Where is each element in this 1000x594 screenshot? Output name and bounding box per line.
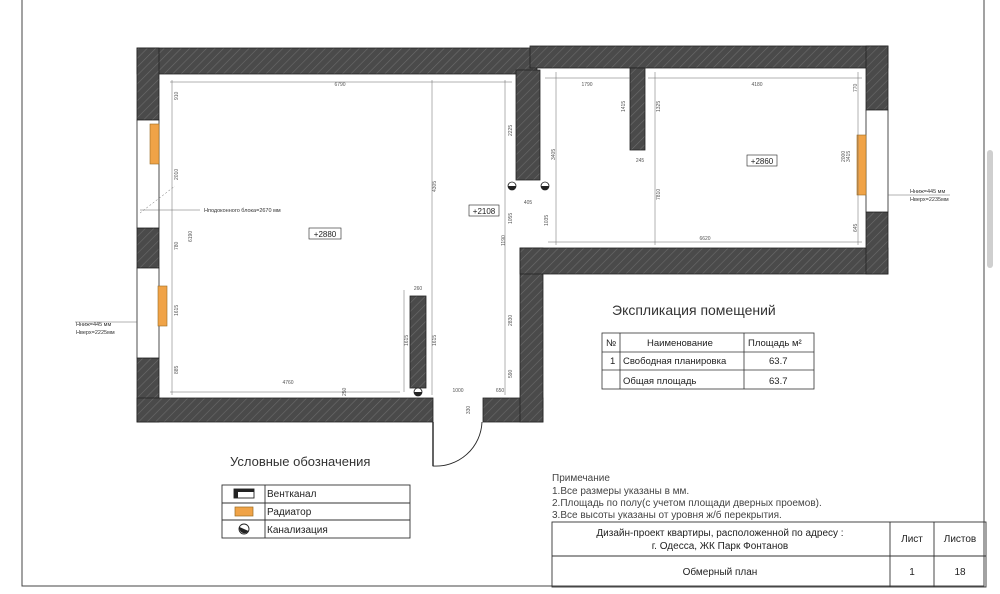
dim-bed-right1: 770	[853, 83, 859, 92]
dim-col-h3: 1055	[508, 212, 514, 224]
dim-col-h2: 3405	[551, 148, 557, 160]
dim-left-total: 6190	[188, 230, 194, 242]
explication-header-name: Наименование	[647, 338, 713, 349]
dim-left-3: 780	[174, 241, 180, 250]
entrance-door	[433, 422, 482, 466]
title-project-line2: г. Одесса, ЖК Парк Фонтанов	[651, 541, 789, 552]
sewer-icon	[508, 182, 516, 190]
dim-col-h4: 2830	[508, 314, 514, 326]
title-sheets-label: Листов	[943, 534, 977, 545]
sewer-icon	[414, 388, 422, 396]
wall-center-vertical	[516, 70, 540, 180]
dim-left-4: 1615	[174, 304, 180, 316]
window-left-lower	[137, 268, 159, 358]
dimension-lines	[75, 72, 950, 395]
dim-405: 405	[523, 200, 533, 206]
annotation-right-radiator-1: Hниж=445 мм	[910, 189, 946, 195]
radiator-icon	[235, 507, 253, 516]
dim-top-main: 6790	[334, 82, 346, 88]
explication-title: Экспликация помещений	[612, 302, 776, 318]
ventilation-duct-icon	[234, 489, 254, 498]
dim-250: 250	[342, 387, 348, 396]
dim-left-2: 2010	[174, 168, 180, 180]
dim-590: 590	[508, 369, 514, 378]
dim-inner-v2: 1615	[404, 334, 410, 346]
dim-bed-v3: 7810	[656, 188, 662, 200]
radiator-left-upper	[150, 124, 159, 164]
wall-left-upper	[137, 48, 159, 120]
wall-top-right	[530, 46, 888, 68]
title-drawing-name: Обмерный план	[682, 567, 758, 578]
scrollbar-thumb[interactable]	[987, 150, 993, 268]
annotation-left-radiator-1: Hниж=445 мм	[76, 322, 112, 328]
height-marker-bedroom	[747, 155, 777, 166]
dim-bed-v2: 1325	[656, 100, 662, 112]
height-marker-main	[309, 228, 341, 239]
dim-bed-right2: 2000	[841, 150, 847, 162]
title-sheets-total: 18	[954, 567, 966, 578]
dim-bed-right4: 645	[853, 223, 859, 232]
window-right	[866, 110, 888, 212]
legend-item-vent: Вентканал	[267, 489, 317, 500]
dim-inner-v1: 4305	[432, 180, 438, 192]
notes-line-1: 1.Все размеры указаны в мм.	[552, 486, 690, 497]
radiator-left-lower	[158, 286, 167, 326]
title-project-line1: Дизайн-проект квартиры, расположенной по адресу :	[596, 528, 844, 539]
height-marker-corridor	[469, 205, 499, 216]
column-inner	[410, 296, 426, 388]
dim-1035: 1035	[544, 214, 550, 226]
dim-260: 260	[413, 286, 423, 292]
svg-text:+2880: +2880	[313, 230, 337, 239]
annotation-left-radiator-2: Hверх=2225мм	[76, 330, 115, 336]
title-sheet-label: Лист	[901, 534, 923, 545]
dim-top-small: 1790	[581, 82, 593, 88]
annotation-window-block: Hподоконного блока=2670 мм	[204, 208, 281, 214]
radiator-right	[857, 135, 866, 195]
dim-top-bed: 4180	[751, 82, 763, 88]
notes-line-3: 3.Все высоты указаны от уровня ж/б перекрытия.	[552, 510, 782, 521]
notes-line-2: 2.Площадь по полу(с учетом площади дверных проемов).	[552, 498, 822, 509]
legend-item-sewer: Канализация	[267, 525, 328, 536]
dim-bottom-main: 4760	[282, 380, 294, 386]
svg-text:+2108: +2108	[472, 207, 496, 216]
explication-row1-area: 63.7	[769, 356, 788, 367]
wall-right-lower	[866, 212, 888, 274]
wall-bottom-left	[137, 398, 433, 422]
wall-bedroom-bottom	[520, 248, 888, 274]
dim-bottom-bed: 6620	[699, 236, 711, 242]
explication-row1-num: 1	[610, 356, 616, 367]
wall-right-upper	[866, 46, 888, 110]
dim-left-1: 910	[174, 91, 180, 100]
svg-text:+2860: +2860	[750, 157, 774, 166]
sewer-icon	[541, 182, 549, 190]
notes-title: Примечание	[552, 473, 610, 484]
dim-bottom-right: 650	[495, 388, 505, 394]
explication-header-area: Площадь м²	[748, 338, 802, 349]
wall-left-mid	[137, 228, 159, 268]
dim-330: 330	[466, 405, 472, 415]
dim-bed-right3: 3415	[846, 150, 852, 162]
dim-col-h: 2225	[508, 124, 514, 136]
title-sheet-number: 1	[909, 567, 915, 578]
sewer-icon	[239, 524, 249, 534]
explication-row2-name: Общая площадь	[623, 376, 697, 387]
wall-partition	[630, 68, 645, 150]
annotation-right-radiator-2: Hверх=2235мм	[910, 197, 949, 203]
dim-inner-v3: 1615	[432, 334, 438, 346]
explication-row2-area: 63.7	[769, 376, 788, 387]
explication-header-num: №	[606, 338, 617, 349]
dim-bottom-mid: 1000	[452, 388, 464, 394]
wall-top-left	[137, 48, 537, 74]
legend-item-radiator: Радиатор	[267, 507, 312, 518]
dim-bed-v1: 1415	[621, 100, 627, 112]
legend-title: Условные обозначения	[230, 454, 371, 469]
floor-plan	[75, 46, 950, 466]
dim-245: 245	[635, 158, 645, 164]
explication-row1-name: Свободная планировка	[623, 356, 727, 367]
dim-left-5: 885	[174, 365, 180, 374]
dim-col-h5: 1190	[501, 235, 507, 246]
